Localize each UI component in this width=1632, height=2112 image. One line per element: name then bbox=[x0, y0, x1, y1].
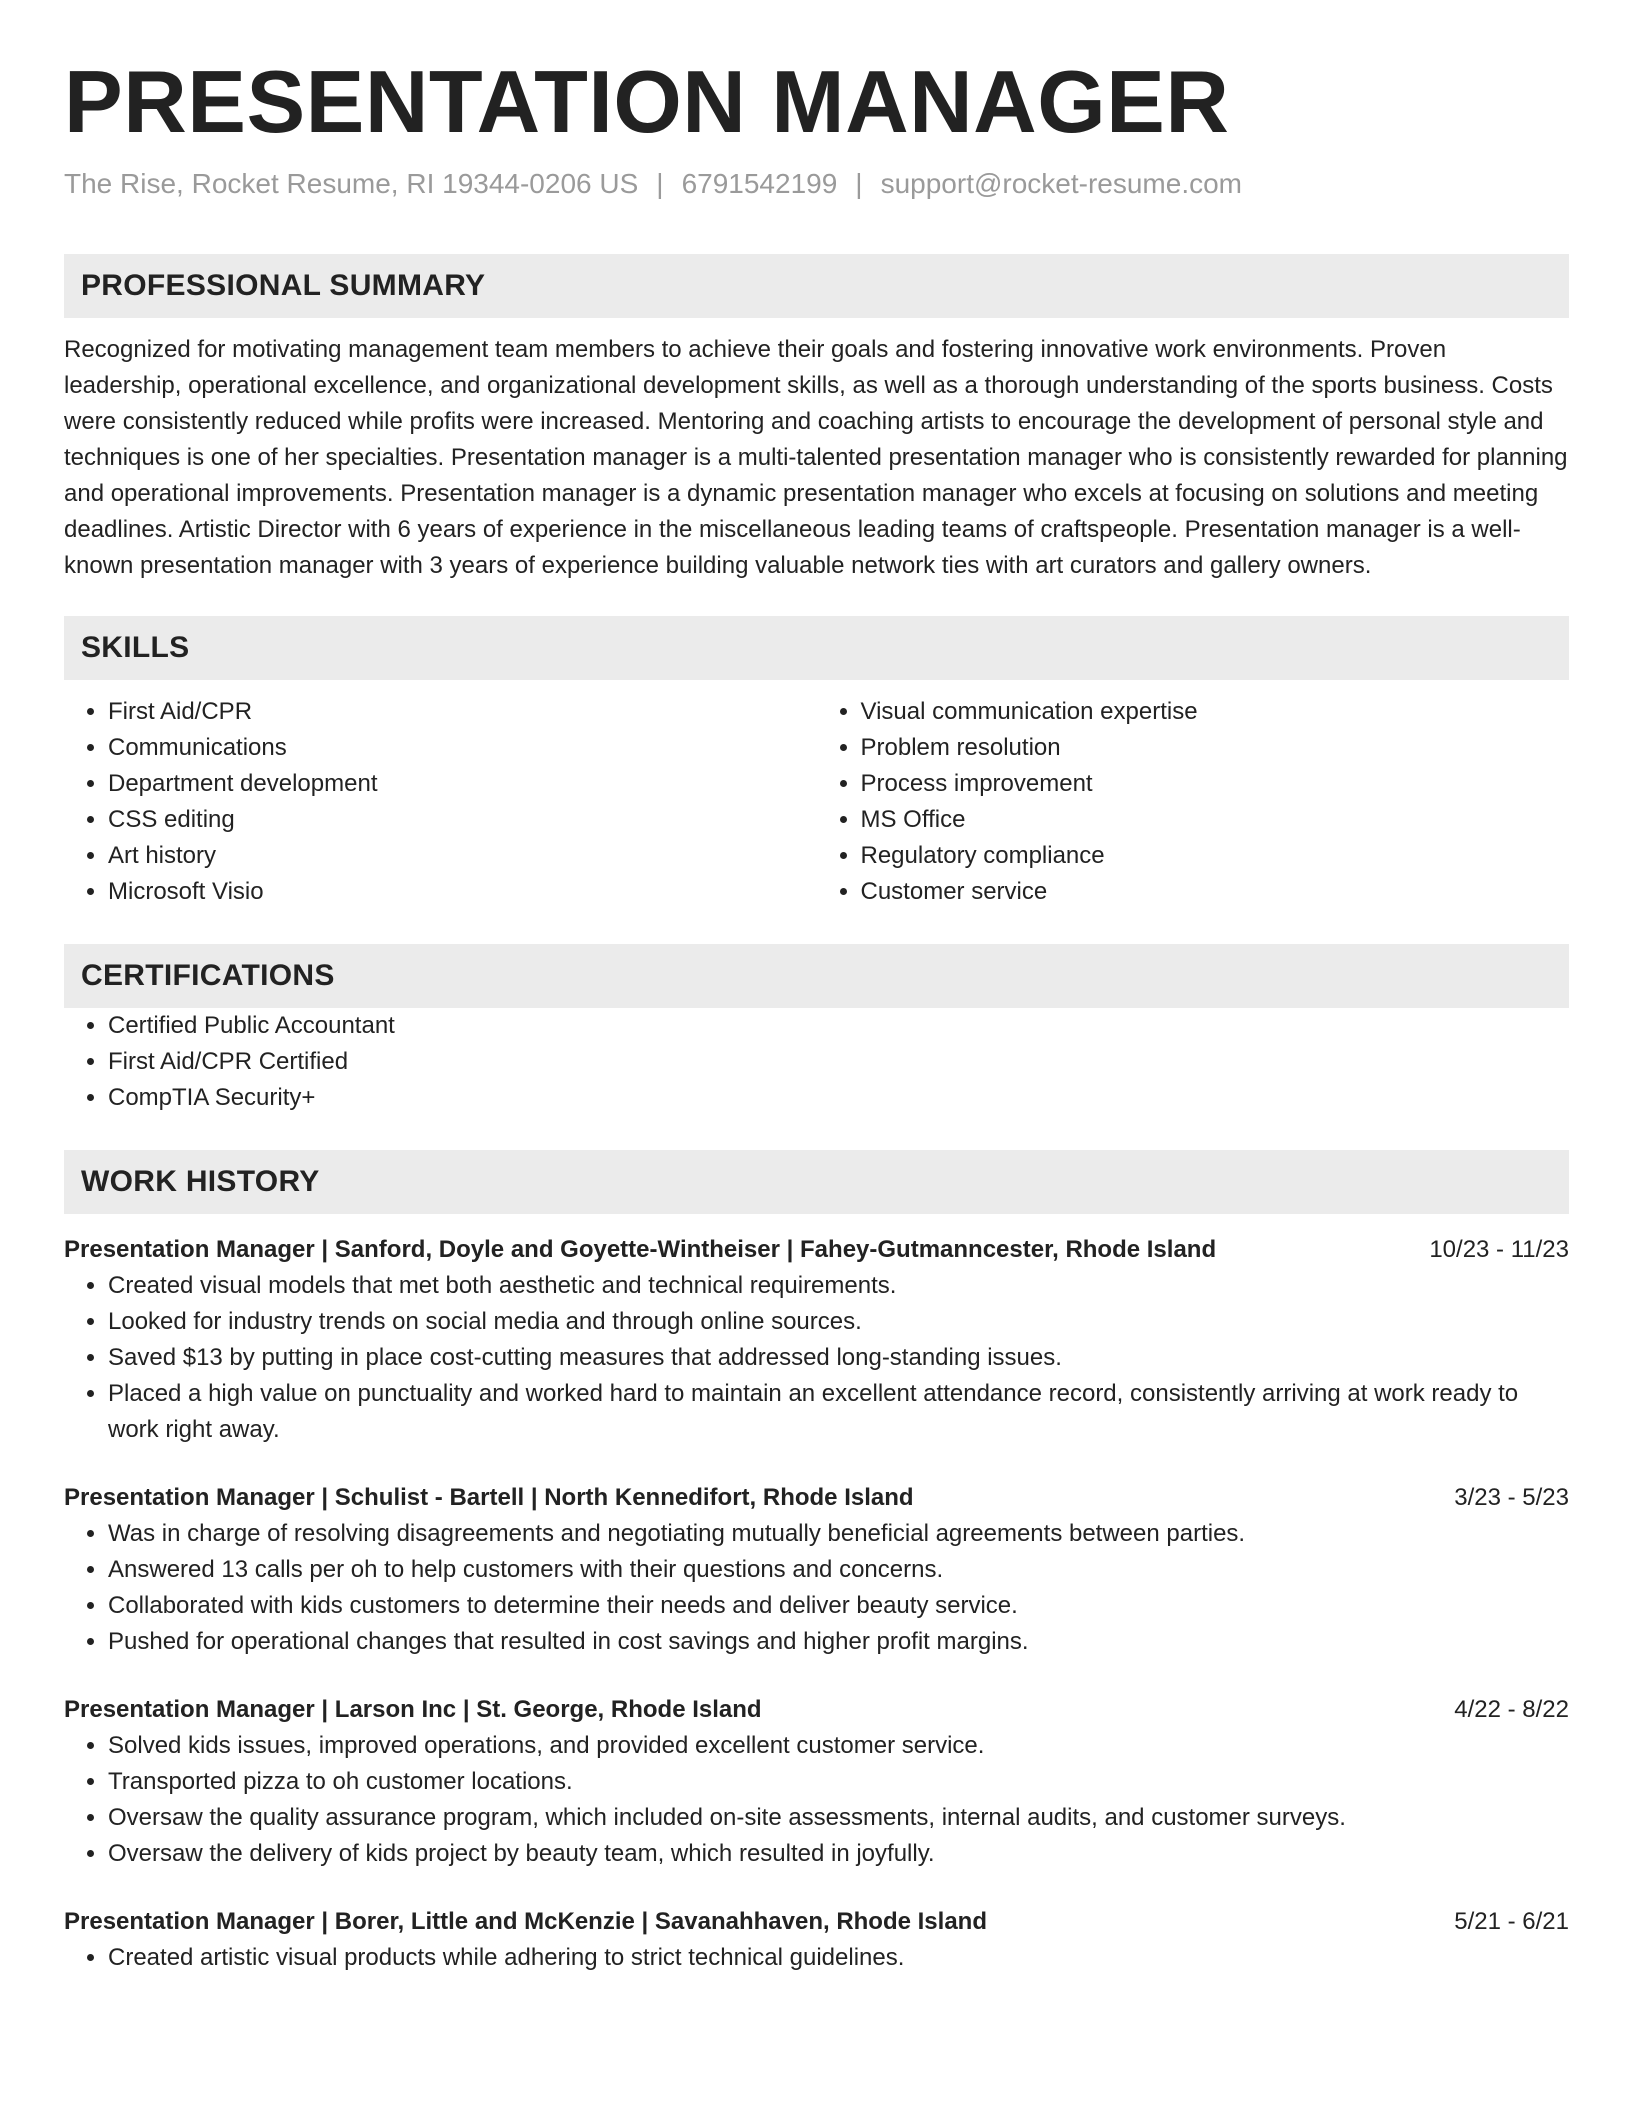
skill-item: • Regulatory compliance bbox=[861, 838, 1570, 874]
job-bullets bbox=[64, 1940, 1569, 1976]
section-header-summary: PROFESSIONAL SUMMARY bbox=[64, 254, 1569, 318]
job-bullet: • Created visual models that met both aesthetic and technical requirements. bbox=[108, 1268, 1569, 1304]
job-bullet: • Was in charge of resolving disagreements and negotiating mutually beneficial agreements between parties. bbox=[108, 1516, 1569, 1552]
job-entry bbox=[64, 1904, 1569, 1976]
certification-item: • Certified Public Accountant bbox=[108, 1008, 1569, 1044]
job-bullet: • Placed a high value on punctuality and worked hard to maintain an excellent attendance record, consistently arriving at work ready to work right away. bbox=[108, 1376, 1569, 1448]
certification-item: • CompTIA Security+ bbox=[108, 1080, 1569, 1116]
job-bullet: • Solved kids issues, improved operations, and provided excellent customer service. bbox=[108, 1728, 1569, 1764]
contact-separator: | bbox=[855, 168, 863, 199]
job-bullet: • Pushed for operational changes that resulted in cost savings and higher profit margins. bbox=[108, 1624, 1569, 1660]
job-bullet: • Transported pizza to oh customer locations. bbox=[108, 1764, 1569, 1800]
job-bullet: • Saved $13 by putting in place cost-cutting measures that addressed long-standing issues. bbox=[108, 1340, 1569, 1376]
skill-item: • MS Office bbox=[861, 802, 1570, 838]
skill-item: • Problem resolution bbox=[861, 730, 1570, 766]
job-title-row bbox=[64, 1692, 1569, 1728]
job-entry bbox=[64, 1480, 1569, 1660]
section-header-skills: SKILLS bbox=[64, 616, 1569, 680]
summary-text: Recognized for motivating management team members to achieve their goals and fostering innovative work environments. Proven leadership, operational excellence, and organizational development skills, as well as a thorough understanding of the sports business. Costs were consistently reduced while profits were increased. Mentoring and coaching artists to encourage the development of personal style and techniques is one of her specialties. Presentation manager is a multi-talented presentation manager who is consistently rewarded for planning and operational improvements. Presentation manager is a dynamic presentation manager who excels at focusing on solutions and meeting deadlines. Artistic Director with 6 years of experience in the miscellaneous leading teams of craftspeople. Presentation manager is a well-known presentation manager with 3 years of experience building valuable network ties with art curators and gallery owners. bbox=[64, 336, 1568, 579]
job-title-row bbox=[64, 1904, 1569, 1940]
job-bullets bbox=[64, 1516, 1569, 1660]
job-dates: 4/22 - 8/22 bbox=[1454, 1696, 1569, 1723]
contact-email[interactable]: support@rocket-resume.com bbox=[880, 168, 1243, 199]
skill-item: • CSS editing bbox=[108, 802, 817, 838]
job-bullet: • Collaborated with kids customers to determine their needs and deliver beauty service. bbox=[108, 1588, 1569, 1624]
job-bullet: • Oversaw the delivery of kids project by beauty team, which resulted in joyfully. bbox=[108, 1836, 1569, 1872]
job-entry bbox=[64, 1692, 1569, 1872]
job-dates: 3/23 - 5/23 bbox=[1454, 1484, 1569, 1511]
job-dates: 5/21 - 6/21 bbox=[1454, 1908, 1569, 1935]
job-entry bbox=[64, 1232, 1569, 1448]
certifications-list bbox=[64, 1008, 1569, 1116]
contact-line bbox=[64, 166, 1569, 202]
job-title: Presentation Manager | Borer, Little and McKenzie | Savanahhaven, Rhode Island bbox=[64, 1908, 987, 1935]
contact-separator: | bbox=[656, 168, 664, 199]
job-dates: 10/23 - 11/23 bbox=[1429, 1236, 1569, 1263]
job-title: Presentation Manager | Larson Inc | St. George, Rhode Island bbox=[64, 1696, 762, 1723]
job-bullet: • Looked for industry trends on social media and through online sources. bbox=[108, 1304, 1569, 1340]
section-header-certifications: CERTIFICATIONS bbox=[64, 944, 1569, 1008]
job-bullet: • Oversaw the quality assurance program, which included on-site assessments, internal audits, and customer surveys. bbox=[108, 1800, 1569, 1836]
job-title-row bbox=[64, 1232, 1569, 1268]
job-bullet: • Created artistic visual products while adhering to strict technical guidelines. bbox=[108, 1940, 1569, 1976]
job-bullets bbox=[64, 1268, 1569, 1448]
skill-item: • Art history bbox=[108, 838, 817, 874]
job-title: Presentation Manager | Schulist - Bartell | North Kennedifort, Rhode Island bbox=[64, 1484, 914, 1511]
skill-item: • Process improvement bbox=[861, 766, 1570, 802]
skills-list-left bbox=[64, 694, 817, 910]
job-title-row bbox=[64, 1480, 1569, 1516]
job-bullets bbox=[64, 1728, 1569, 1872]
contact-phone: 6791542199 bbox=[681, 168, 838, 199]
candidate-name: PRESENTATION MANAGER bbox=[64, 52, 1230, 151]
skill-item: • Customer service bbox=[861, 874, 1570, 910]
certification-item: • First Aid/CPR Certified bbox=[108, 1044, 1569, 1080]
job-bullet: • Answered 13 calls per oh to help customers with their questions and concerns. bbox=[108, 1552, 1569, 1588]
contact-address: The Rise, Rocket Resume, RI 19344-0206 US bbox=[64, 168, 639, 199]
skill-item: • First Aid/CPR bbox=[108, 694, 817, 730]
skill-item: • Department development bbox=[108, 766, 817, 802]
job-title: Presentation Manager | Sanford, Doyle and Goyette-Wintheiser | Fahey-Gutmanncester, Rhode Island bbox=[64, 1236, 1217, 1263]
section-header-work-history: WORK HISTORY bbox=[64, 1150, 1569, 1214]
skill-item: • Visual communication expertise bbox=[861, 694, 1570, 730]
skills-grid bbox=[64, 694, 1569, 910]
skill-item: • Communications bbox=[108, 730, 817, 766]
skills-list-right bbox=[817, 694, 1570, 910]
skill-item: • Microsoft Visio bbox=[108, 874, 817, 910]
